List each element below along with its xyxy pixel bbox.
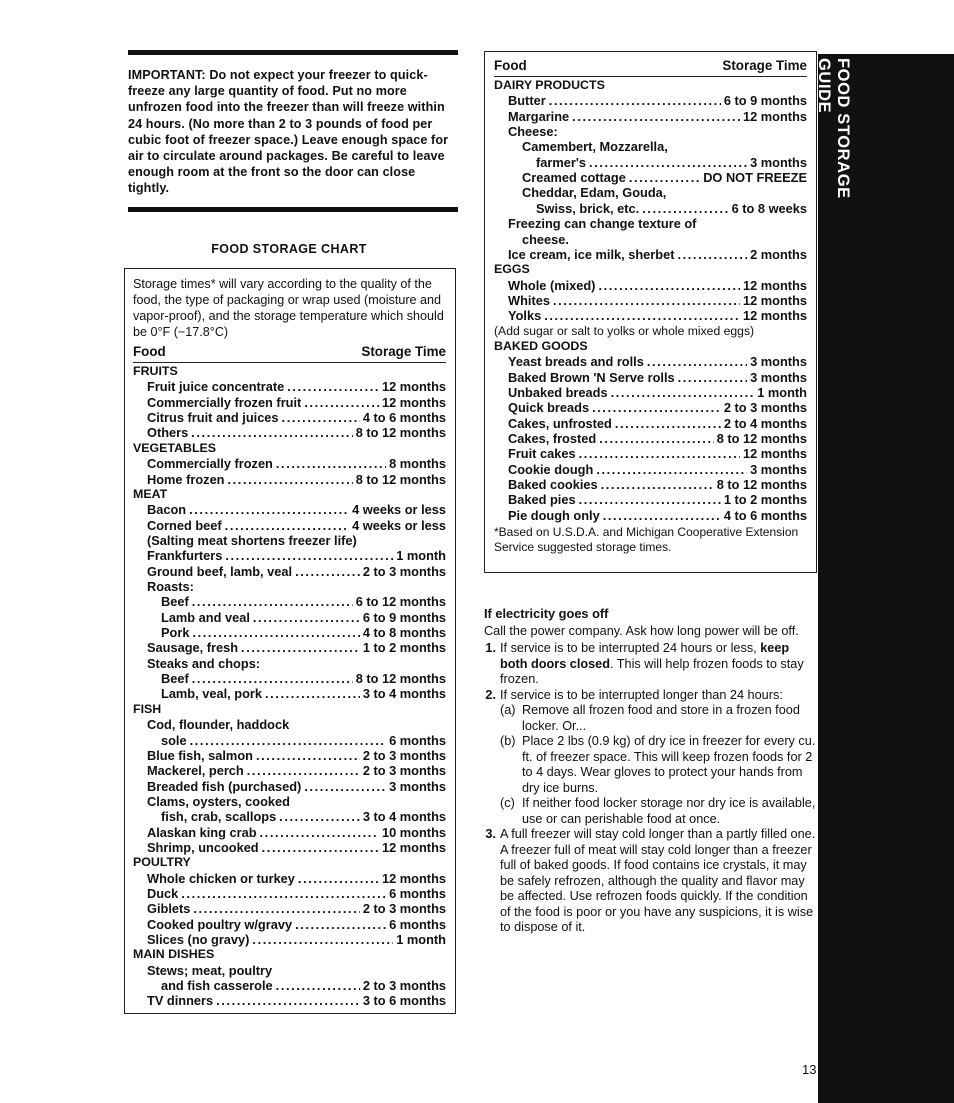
storage-time: 3 to 4 months — [362, 809, 446, 825]
leader-dots — [228, 472, 353, 487]
table-row — [133, 901, 446, 916]
leader-dots — [579, 492, 721, 507]
storage-time: 6 to 12 months — [355, 594, 446, 610]
storage-time: 8 to 12 months — [355, 471, 446, 487]
item1-text-end: . This will help frozen foods to stay frozen. — [500, 656, 804, 686]
leader-dots — [677, 247, 747, 262]
storage-time: 12 months — [743, 292, 807, 308]
storage-time: 2 to 3 months — [362, 763, 446, 779]
table-row — [494, 400, 807, 415]
leader-dots — [287, 379, 379, 394]
important-note: IMPORTANT: Do not expect your freezer to quick-freeze any large quantity of food. Put no more unfrozen food into the freezer than will freeze within 24 hours. (No more than 2 to 3 pounds of food per cubic foot of freezer space.) Leave enough space for air to circulate around packages. Be careful to leave enough room at the front so the door can close tightly. — [128, 68, 449, 196]
table-row — [494, 492, 807, 507]
storage-time: 3 months — [389, 778, 446, 794]
leader-dots — [596, 462, 747, 477]
storage-time: 3 months — [750, 369, 807, 385]
food-name: and fish casserole — [161, 978, 273, 994]
storage-time: 4 to 8 months — [362, 625, 446, 641]
sub-label: (a) — [500, 703, 516, 717]
leader-dots — [193, 901, 359, 916]
item1-bold: keep both doors closed — [500, 641, 790, 671]
top-rule — [128, 50, 458, 55]
leader-dots — [216, 993, 360, 1008]
table-row — [133, 518, 446, 533]
sub-label: (c) — [500, 796, 515, 810]
table-row — [494, 354, 807, 369]
leader-dots — [678, 370, 747, 385]
table-row — [494, 109, 807, 124]
sub-text: If neither food locker storage nor dry ice is available, use or can perishable food at once. — [522, 796, 816, 826]
food-name: farmer's — [536, 154, 586, 170]
food-name: Mackerel, perch — [147, 763, 244, 779]
storage-time: 2 to 4 months — [723, 415, 807, 431]
leader-dots — [256, 748, 360, 763]
sub-text: Remove all frozen food and store in a frozen food locker. Or... — [522, 703, 800, 733]
food-name: Unbaked breads — [508, 384, 608, 400]
storage-time: 2 to 3 months — [362, 563, 446, 579]
table-row — [133, 502, 446, 517]
food-name: Butter — [508, 93, 546, 109]
food-name: Slices (no gravy) — [147, 932, 250, 948]
leader-dots — [615, 416, 721, 431]
table-row — [133, 625, 446, 640]
food-name: sole — [161, 732, 187, 748]
category-heading: BAKED GOODS — [494, 338, 588, 353]
food-name: Frankfurters — [147, 548, 223, 564]
food-name: Baked pies — [508, 492, 576, 508]
table-row — [494, 201, 807, 216]
food-name: Baked cookies — [508, 476, 598, 492]
storage-time: 2 to 3 months — [362, 747, 446, 763]
table-row — [133, 564, 446, 579]
table-row — [133, 825, 446, 840]
food-name: Duck — [147, 886, 179, 901]
category-heading: EGGS — [494, 262, 530, 277]
electricity-list — [484, 641, 816, 936]
storage-time: 2 to 3 months — [362, 978, 446, 994]
leader-dots — [601, 477, 714, 492]
food-name: Pork — [161, 625, 190, 641]
leader-dots — [181, 886, 386, 901]
table-row — [133, 472, 446, 487]
storage-time: 6 to 9 months — [723, 93, 807, 109]
leader-dots — [603, 508, 721, 523]
list-number: 3. — [485, 827, 496, 841]
storage-time: 8 to 12 months — [355, 671, 446, 687]
chart-header-right — [494, 58, 807, 77]
leader-dots — [592, 400, 721, 415]
food-name: fish, crab, scallops — [161, 809, 277, 825]
leader-dots — [225, 548, 393, 563]
list-text — [500, 641, 816, 688]
leader-dots — [225, 518, 349, 533]
item1-text: If service is to be interrupted 24 hours or less, — [500, 641, 761, 655]
storage-time: 4 weeks or less — [352, 502, 446, 518]
table-row — [494, 370, 807, 385]
food-name: Margarine — [508, 108, 570, 124]
food-name: Alaskan king crab — [147, 824, 257, 840]
storage-time: 3 months — [750, 154, 807, 170]
storage-time: 12 months — [743, 446, 807, 462]
table-row — [133, 871, 446, 886]
table-row — [494, 477, 807, 492]
table-row — [133, 594, 446, 609]
subheading: Roasts: — [147, 579, 194, 594]
leader-dots — [298, 871, 379, 886]
leader-dots — [579, 446, 740, 461]
table-row — [133, 763, 446, 778]
subheading: Freezing can change texture of — [508, 216, 697, 232]
sub-item — [500, 703, 816, 734]
table-row — [494, 416, 807, 431]
item2-text: If service is to be interrupted longer than 24 hours: — [500, 687, 783, 702]
leader-dots — [265, 686, 360, 701]
storage-time: 6 months — [389, 916, 446, 932]
table-row — [133, 886, 446, 901]
storage-chart-left — [124, 268, 456, 1014]
table-row — [494, 278, 807, 293]
section-rule — [128, 207, 458, 212]
food-name: Blue fish, salmon — [147, 747, 253, 763]
storage-time: 4 weeks or less — [352, 517, 446, 533]
food-name: Others — [147, 425, 189, 441]
category-heading: DAIRY PRODUCTS — [494, 78, 605, 92]
leader-dots — [295, 564, 360, 579]
food-name: Ground beef, lamb, veal — [147, 563, 293, 579]
sub-item — [500, 734, 816, 796]
table-row — [494, 170, 807, 185]
subheading: (Salting meat shortens freezer life) — [147, 532, 357, 548]
chart-header — [133, 344, 446, 363]
note-line: (Add sugar or salt to yolks or whole mixed eggs) — [494, 323, 755, 338]
storage-time: DO NOT FREEZE — [703, 170, 807, 186]
storage-time: 10 months — [382, 824, 446, 840]
subheading: Cheddar, Edam, Gouda, — [522, 185, 667, 201]
storage-time: 12 months — [382, 870, 446, 886]
left-rows — [133, 364, 446, 1009]
side-tab-label: FOOD STORAGE GUIDE — [815, 58, 852, 199]
leader-dots — [241, 640, 360, 655]
list-item — [484, 827, 816, 936]
leader-dots — [295, 917, 386, 932]
leader-dots — [282, 410, 360, 425]
food-name: Lamb and veal — [161, 609, 250, 625]
storage-chart-right — [484, 51, 817, 573]
food-name: Fruit juice concentrate — [147, 379, 285, 395]
subheading: Cheese: — [508, 124, 558, 140]
storage-time: 12 months — [382, 394, 446, 410]
electricity-title: If electricity goes off — [484, 606, 609, 621]
food-name: Cooked poultry w/gravy — [147, 916, 293, 932]
table-row — [133, 410, 446, 425]
food-name: Cakes, frosted — [508, 430, 597, 446]
subheading: Steaks and chops: — [147, 655, 261, 671]
leader-dots — [611, 385, 755, 400]
electricity-intro: Call the power company. Ask how long power will be off. — [484, 623, 799, 638]
sub-item — [500, 796, 816, 827]
table-row — [133, 640, 446, 655]
leader-dots — [572, 109, 740, 124]
sub-text: Place 2 lbs (0.9 kg) of dry ice in freezer for every cu. ft. of freezer space. This will keep frozen foods for 2 to 4 days. Wear gloves to protect your hands from dry ice burns. — [522, 734, 816, 795]
leader-dots — [252, 932, 393, 947]
footnote: *Based on U.S.D.A. and Michigan Cooperative Extension Service suggested storage times. — [494, 525, 799, 555]
category-heading: VEGETABLES — [133, 440, 217, 455]
food-name: Swiss, brick, etc. — [536, 200, 640, 216]
storage-time: 8 to 12 months — [355, 425, 446, 441]
leader-dots — [192, 594, 353, 609]
food-name: Lamb, veal, pork — [161, 686, 262, 702]
table-row — [133, 748, 446, 763]
food-name: Yolks — [508, 308, 542, 324]
list-text — [500, 688, 816, 828]
food-name: Cakes, unfrosted — [508, 415, 612, 431]
table-row — [133, 395, 446, 410]
table-row — [133, 932, 446, 947]
food-name: Commercially frozen fruit — [147, 394, 302, 410]
electricity-section — [484, 606, 816, 936]
leader-dots — [544, 308, 740, 323]
storage-time: 2 to 3 months — [723, 400, 807, 416]
storage-time: 2 months — [750, 246, 807, 262]
table-row — [494, 385, 807, 400]
storage-time: 8 months — [389, 456, 446, 472]
subheading: Stews; meat, poultry — [147, 962, 273, 978]
food-name: Commercially frozen — [147, 456, 273, 472]
leader-dots — [304, 779, 386, 794]
table-row — [133, 379, 446, 394]
leader-dots — [247, 763, 360, 778]
food-name: Sausage, fresh — [147, 640, 239, 656]
table-row — [133, 840, 446, 855]
list-text: A full freezer will stay cold longer than a partly filled one. A freezer full of meat will stay cold longer than a freezer full of baked goods. If food contains ice crystals, it may be safely refrozen, although the quality and flavor may be affected. Use refrozen foods quickly. If the condition of the food is poor or you have any suspicions, it is wise to dispose of it. — [500, 827, 816, 934]
right-rows — [494, 78, 807, 523]
leader-dots — [642, 201, 728, 216]
table-row — [133, 917, 446, 932]
category-heading: FISH — [133, 701, 162, 716]
storage-time: 1 month — [396, 548, 446, 564]
storage-time: 8 to 12 months — [716, 430, 807, 446]
food-name: Whole (mixed) — [508, 277, 596, 293]
food-name: Quick breads — [508, 400, 590, 416]
table-row — [494, 308, 807, 323]
storage-time: 3 to 6 months — [362, 993, 446, 1009]
table-row — [133, 809, 446, 824]
table-row — [133, 456, 446, 471]
table-row — [494, 293, 807, 308]
category-heading: POULTRY — [133, 855, 191, 870]
table-row — [133, 671, 446, 686]
category-heading: MAIN DISHES — [133, 947, 215, 962]
leader-dots — [647, 354, 747, 369]
storage-time: 3 to 4 months — [362, 686, 446, 702]
leader-dots — [598, 278, 740, 293]
storage-time: 6 to 8 weeks — [731, 200, 807, 216]
leader-dots — [629, 170, 700, 185]
leader-dots — [192, 671, 353, 686]
storage-time: 1 to 2 months — [362, 640, 446, 656]
food-name: Whole chicken or turkey — [147, 870, 295, 886]
table-row — [494, 155, 807, 170]
storage-time: 12 months — [382, 839, 446, 855]
table-row — [494, 93, 807, 108]
food-name: Pie dough only — [508, 507, 600, 523]
storage-time: 12 months — [743, 308, 807, 324]
food-name: Ice cream, ice milk, sherbet — [508, 246, 675, 262]
table-row — [494, 431, 807, 446]
chart-heading: FOOD STORAGE CHART — [211, 242, 367, 256]
chart-intro: Storage times* will vary according to the quality of the food, the type of packaging or wrap used (moisture and vapor-proof), and the storage temperature which should be 0°F (−17.8°C) — [133, 277, 444, 339]
storage-time: 12 months — [743, 277, 807, 293]
storage-time-column-header: Storage Time — [722, 58, 807, 73]
storage-time-column-header: Storage Time — [361, 344, 446, 359]
food-name: Baked Brown 'N Serve rolls — [508, 369, 675, 385]
leader-dots — [279, 809, 360, 824]
leader-dots — [276, 456, 386, 471]
list-item — [484, 641, 816, 688]
leader-dots — [260, 825, 379, 840]
storage-time: 3 months — [750, 461, 807, 477]
leader-dots — [189, 502, 349, 517]
table-row — [133, 425, 446, 440]
storage-time: 4 to 6 months — [362, 410, 446, 426]
table-row — [494, 462, 807, 477]
page-number: 13 — [802, 1062, 817, 1077]
table-row — [494, 446, 807, 461]
table-row — [133, 779, 446, 794]
food-name: Shrimp, uncooked — [147, 839, 259, 855]
subheading: Cod, flounder, haddock — [147, 717, 290, 733]
storage-time: 1 month — [757, 384, 807, 400]
leader-dots — [589, 155, 747, 170]
table-row — [133, 978, 446, 993]
food-name: Citrus fruit and juices — [147, 410, 279, 426]
food-column-header: Food — [494, 58, 527, 73]
list-number: 2. — [485, 687, 496, 702]
table-row — [133, 610, 446, 625]
category-heading: FRUITS — [133, 364, 178, 378]
leader-dots — [190, 733, 387, 748]
storage-time: 2 to 3 months — [362, 901, 446, 917]
food-name: Yeast breads and rolls — [508, 354, 644, 370]
food-name: Whites — [508, 292, 550, 308]
food-name: Cookie dough — [508, 461, 594, 477]
food-name: Home frozen — [147, 471, 225, 487]
leader-dots — [262, 840, 379, 855]
food-name: Fruit cakes — [508, 446, 576, 462]
list-number: 1. — [485, 641, 496, 655]
list-item — [484, 688, 816, 828]
food-name: Beef — [161, 671, 189, 687]
table-row — [133, 548, 446, 563]
food-name: Corned beef — [147, 517, 222, 533]
storage-time: 1 month — [396, 932, 446, 948]
table-row — [133, 686, 446, 701]
table-row — [133, 733, 446, 748]
food-name: TV dinners — [147, 993, 214, 1009]
storage-time: 12 months — [382, 379, 446, 395]
subheading: Clams, oysters, cooked — [147, 793, 290, 809]
leader-dots — [549, 93, 721, 108]
subheading: Camembert, Mozzarella, — [522, 139, 668, 155]
sub-label: (b) — [500, 734, 516, 748]
leader-dots — [276, 978, 360, 993]
table-row — [494, 508, 807, 523]
storage-time: 6 months — [389, 732, 446, 748]
category-heading: MEAT — [133, 486, 168, 501]
leader-dots — [253, 610, 360, 625]
table-row — [133, 993, 446, 1008]
subheading: cheese. — [522, 231, 569, 247]
storage-time: 1 to 2 months — [723, 492, 807, 508]
storage-time: 6 months — [389, 886, 446, 901]
food-name: Bacon — [147, 502, 187, 518]
storage-time: 8 to 12 months — [716, 476, 807, 492]
food-name: Creamed cottage — [522, 170, 626, 186]
storage-time: 12 months — [743, 108, 807, 124]
leader-dots — [191, 425, 352, 440]
food-name: Breaded fish (purchased) — [147, 778, 302, 794]
leader-dots — [192, 625, 359, 640]
food-name: Giblets — [147, 901, 191, 917]
food-column-header: Food — [133, 344, 166, 359]
food-name: Beef — [161, 594, 189, 610]
storage-time: 6 to 9 months — [362, 609, 446, 625]
leader-dots — [599, 431, 713, 446]
table-row — [494, 247, 807, 262]
storage-time: 3 months — [750, 354, 807, 370]
leader-dots — [553, 293, 740, 308]
leader-dots — [304, 395, 379, 410]
storage-time: 4 to 6 months — [723, 507, 807, 523]
